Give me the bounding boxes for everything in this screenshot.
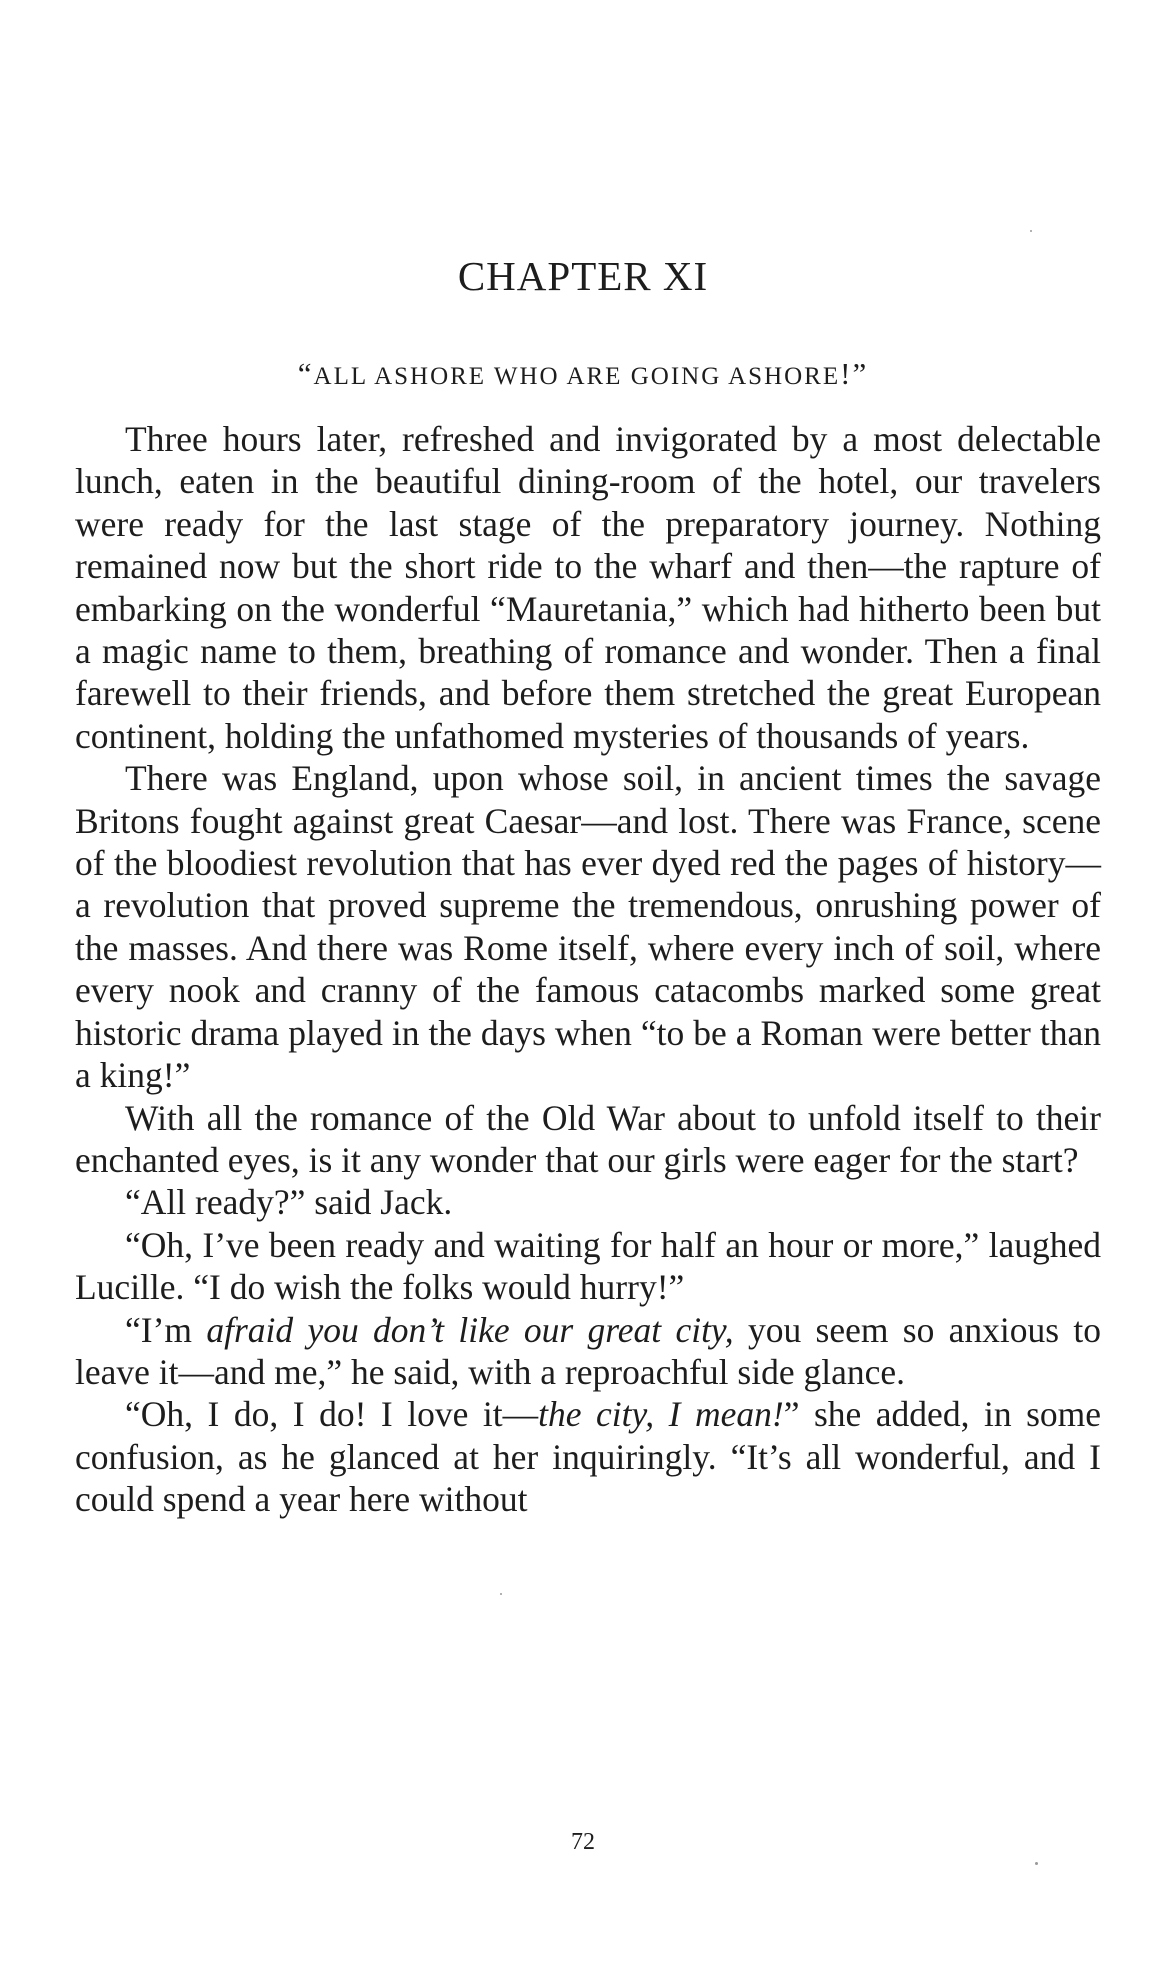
- paragraph-4: “All ready?” said Jack.: [125, 1182, 453, 1223]
- paragraph-5: “Oh, I’ve been ready and waiting for half an hour or more,” laughed Lucille. “I do wish the folks would hurry!”: [75, 1224, 1101, 1308]
- paragraph-6-close: you seem so anxious to leave it—and me,” he said, with a reproachful side glance.: [75, 1309, 1102, 1392]
- subtitle-close-quote: !”: [840, 356, 869, 391]
- paragraph-6-open: “I’m: [125, 1309, 207, 1350]
- paper-speck: [500, 1593, 502, 1595]
- chapter-subtitle: [0, 358, 1166, 389]
- page-number: 72: [571, 1829, 595, 1855]
- paragraph-6-emphasis: afraid you don’t like our great city,: [206, 1309, 734, 1350]
- subtitle-open-quote: “: [297, 356, 314, 391]
- paper-speck: [1030, 230, 1032, 232]
- paragraph-2: There was England, upon whose soil, in ancient times the savage Britons fought against great Caesar—and lost. There was France, scene of the bloodiest revolution that has ever dyed red the pages of history—a revolution that proved supreme the tremendous, onrushing power of the masses. And there was Rome itself, where every inch of soil, where every nook and cranny of the famous catacombs marked some great historic drama played in the days when “to be a Roman were better than a king!”: [75, 758, 1101, 1096]
- paragraph-7-close: ” she added, in some confusion, as he glanced at her inquiringly. “It’s all wonderful, and I could spend a year here without: [75, 1394, 1102, 1520]
- chapter-title: CHAPTER XI: [457, 253, 709, 299]
- paper-speck: [1035, 1862, 1038, 1865]
- body-text: [75, 418, 1101, 1521]
- paragraph-1: Three hours later, refreshed and invigorated by a most delectable lunch, eaten in the beautiful dining-room of the hotel, our travelers were ready for the last stage of the preparatory journey. Nothing remained now but the short ride to the wharf and then—the rapture of embarking on the wonderful “Mauretania,” which had hitherto been but a magic name to them, breathing of romance and wonder. Then a final farewell to their friends, and before them stretched the great European continent, holding the unfathomed mysteries of thousands of years.: [75, 419, 1101, 756]
- subtitle-text: ALL ASHORE WHO ARE GOING ASHORE: [313, 363, 841, 390]
- paragraph-7: [75, 1393, 1101, 1520]
- paragraph-6: [75, 1309, 1101, 1394]
- paragraph-3: With all the romance of the Old War about to unfold itself to their enchanted eyes, is it any wonder that our girls were eager for the start?: [75, 1097, 1101, 1180]
- paragraph-7-open: “Oh, I do, I do! I love it—: [125, 1394, 539, 1435]
- paragraph-7-emphasis: the city, I mean!: [538, 1394, 784, 1435]
